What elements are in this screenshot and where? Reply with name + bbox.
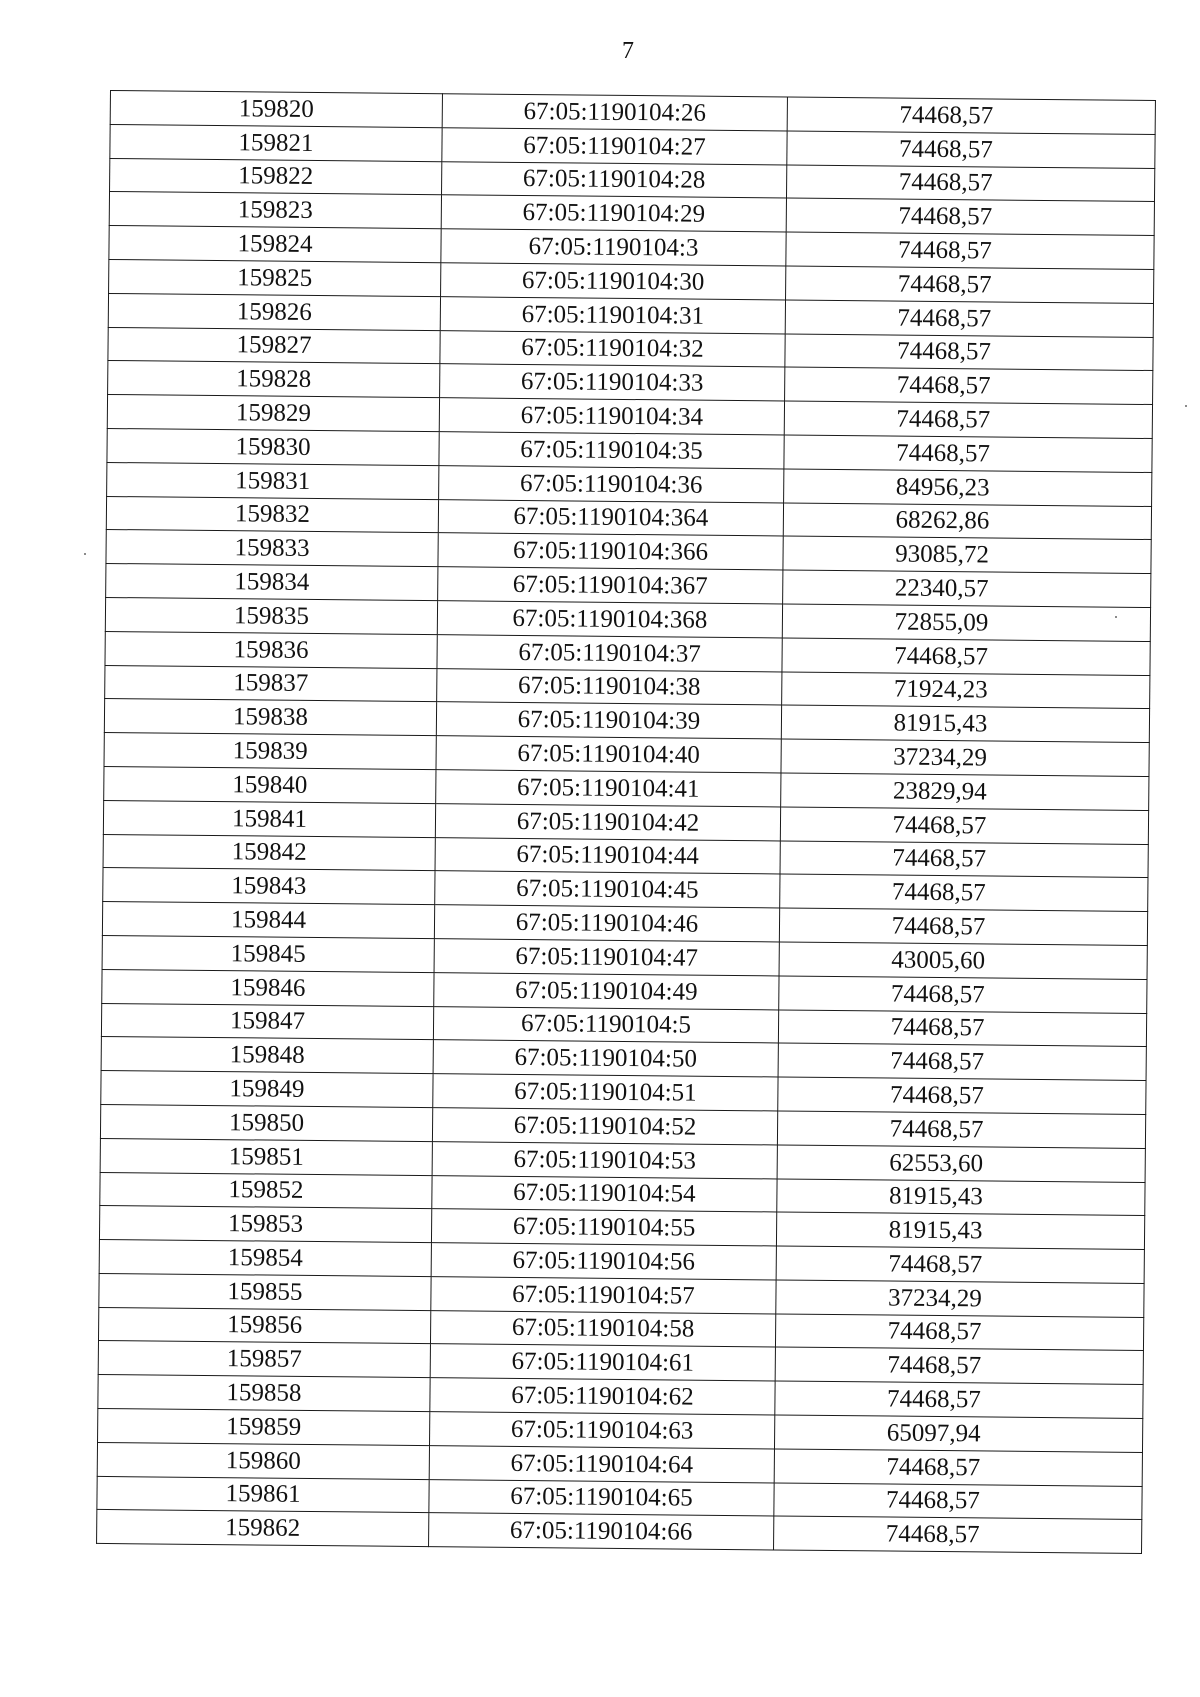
row-number-cell: 159860 [97, 1442, 429, 1479]
cadastral-number-cell: 67:05:1190104:49 [434, 972, 779, 1009]
value-cell: 74468,57 [778, 1009, 1146, 1046]
cadastral-number-cell: 67:05:1190104:26 [442, 94, 787, 131]
cadastral-number-cell: 67:05:1190104:364 [438, 499, 783, 536]
row-number-cell: 159846 [102, 969, 434, 1006]
value-cell: 74468,57 [786, 232, 1154, 269]
cadastral-number-cell: 67:05:1190104:46 [434, 905, 779, 942]
cadastral-number-cell: 67:05:1190104:40 [436, 736, 781, 773]
value-cell: 74468,57 [785, 367, 1153, 404]
row-number-cell: 159852 [100, 1172, 432, 1209]
value-cell: 71924,23 [782, 672, 1150, 709]
value-cell: 74468,57 [775, 1314, 1143, 1351]
cadastral-number-cell: 67:05:1190104:63 [430, 1412, 775, 1449]
cadastral-number-cell: 67:05:1190104:32 [440, 330, 785, 367]
row-number-cell: 159830 [107, 428, 439, 465]
value-cell: 74468,57 [784, 401, 1152, 438]
value-cell: 93085,72 [783, 536, 1151, 573]
value-cell: 74468,57 [786, 266, 1154, 303]
cadastral-number-cell: 67:05:1190104:61 [430, 1344, 775, 1381]
row-number-cell: 159834 [106, 564, 438, 601]
value-cell: 74468,57 [787, 97, 1155, 134]
value-cell: 74468,57 [776, 1246, 1144, 1283]
value-cell: 43005,60 [779, 942, 1147, 979]
value-cell: 74468,57 [779, 976, 1147, 1013]
cadastral-number-cell: 67:05:1190104:57 [431, 1277, 776, 1314]
value-cell: 74468,57 [779, 908, 1147, 945]
cadastral-number-cell: 67:05:1190104:3 [441, 229, 786, 266]
cadastral-number-cell: 67:05:1190104:31 [440, 296, 785, 333]
cadastral-number-cell: 67:05:1190104:30 [441, 263, 786, 300]
cadastral-number-cell: 67:05:1190104:42 [435, 803, 780, 840]
cadastral-number-cell: 67:05:1190104:64 [429, 1446, 774, 1483]
value-cell: 72855,09 [782, 604, 1150, 641]
row-number-cell: 159844 [102, 902, 434, 939]
value-cell: 74468,57 [774, 1483, 1142, 1520]
cadastral-number-cell: 67:05:1190104:34 [439, 398, 784, 435]
row-number-cell: 159843 [103, 868, 435, 905]
row-number-cell: 159826 [108, 293, 440, 330]
row-number-cell: 159840 [104, 766, 436, 803]
row-number-cell: 159842 [103, 834, 435, 871]
row-number-cell: 159837 [105, 665, 437, 702]
value-cell: 65097,94 [774, 1415, 1142, 1452]
cadastral-number-cell: 67:05:1190104:56 [431, 1243, 776, 1280]
cadastral-number-cell: 67:05:1190104:50 [433, 1040, 778, 1077]
value-cell: 81915,43 [776, 1212, 1144, 1249]
value-cell: 62553,60 [777, 1145, 1145, 1182]
row-number-cell: 159827 [108, 327, 440, 364]
value-cell: 74468,57 [777, 1111, 1145, 1148]
value-cell: 74468,57 [782, 638, 1150, 675]
row-number-cell: 159839 [104, 733, 436, 770]
cadastral-number-cell: 67:05:1190104:45 [435, 871, 780, 908]
row-number-cell: 159829 [107, 395, 439, 432]
row-number-cell: 159848 [101, 1037, 433, 1074]
page-number: 7 [622, 38, 634, 64]
cadastral-number-cell: 67:05:1190104:54 [432, 1175, 777, 1212]
row-number-cell: 159862 [97, 1510, 429, 1547]
row-number-cell: 159861 [97, 1476, 429, 1513]
row-number-cell: 159857 [98, 1341, 430, 1378]
cadastral-number-cell: 67:05:1190104:39 [436, 702, 781, 739]
cadastral-number-cell: 67:05:1190104:62 [430, 1378, 775, 1415]
scan-speck [84, 553, 86, 555]
value-cell: 68262,86 [783, 503, 1151, 540]
cadastral-number-cell: 67:05:1190104:66 [429, 1513, 774, 1550]
cadastral-number-cell: 67:05:1190104:367 [438, 567, 783, 604]
row-number-cell: 159855 [99, 1273, 431, 1310]
row-number-cell: 159859 [98, 1409, 430, 1446]
value-cell: 74468,57 [786, 198, 1154, 235]
cadastral-number-cell: 67:05:1190104:35 [439, 432, 784, 469]
value-cell: 37234,29 [776, 1280, 1144, 1317]
row-number-cell: 159821 [110, 124, 442, 161]
cadastral-number-cell: 67:05:1190104:29 [441, 195, 786, 232]
cadastral-number-cell: 67:05:1190104:55 [431, 1209, 776, 1246]
data-table [96, 90, 1156, 1554]
cadastral-number-cell: 67:05:1190104:44 [435, 837, 780, 874]
cadastral-number-cell: 67:05:1190104:27 [442, 127, 787, 164]
cadastral-number-cell: 67:05:1190104:51 [433, 1074, 778, 1111]
value-cell: 74468,57 [778, 1077, 1146, 1114]
row-number-cell: 159824 [109, 226, 441, 263]
value-cell: 74468,57 [780, 841, 1148, 878]
cadastral-number-cell: 67:05:1190104:33 [440, 364, 785, 401]
row-number-cell: 159820 [110, 91, 442, 128]
scan-speck [1115, 616, 1117, 618]
row-number-cell: 159841 [103, 800, 435, 837]
row-number-cell: 159822 [110, 158, 442, 195]
row-number-cell: 159851 [100, 1138, 432, 1175]
row-number-cell: 159831 [107, 462, 439, 499]
cadastral-number-cell: 67:05:1190104:366 [438, 533, 783, 570]
value-cell: 23829,94 [781, 773, 1149, 810]
cadastral-number-cell: 67:05:1190104:47 [434, 939, 779, 976]
row-number-cell: 159835 [105, 597, 437, 634]
value-cell: 74468,57 [775, 1381, 1143, 1418]
cadastral-number-cell: 67:05:1190104:58 [430, 1310, 775, 1347]
cadastral-number-cell: 67:05:1190104:37 [437, 634, 782, 671]
row-number-cell: 159825 [109, 259, 441, 296]
row-number-cell: 159850 [100, 1104, 432, 1141]
scan-speck [1185, 405, 1187, 407]
value-cell: 74468,57 [784, 435, 1152, 472]
value-cell: 22340,57 [783, 570, 1151, 607]
row-number-cell: 159845 [102, 935, 434, 972]
row-number-cell: 159849 [101, 1071, 433, 1108]
row-number-cell: 159856 [98, 1307, 430, 1344]
value-cell: 74468,57 [775, 1347, 1143, 1384]
cadastral-number-cell: 67:05:1190104:52 [432, 1108, 777, 1145]
value-cell: 74468,57 [778, 1043, 1146, 1080]
value-cell: 84956,23 [784, 469, 1152, 506]
cadastral-number-cell: 67:05:1190104:53 [432, 1141, 777, 1178]
value-cell: 37234,29 [781, 739, 1149, 776]
value-cell: 74468,57 [785, 300, 1153, 337]
value-cell: 74468,57 [780, 874, 1148, 911]
value-cell: 74468,57 [780, 807, 1148, 844]
cadastral-number-cell: 67:05:1190104:36 [439, 465, 784, 502]
cadastral-number-cell: 67:05:1190104:38 [437, 668, 782, 705]
row-number-cell: 159853 [99, 1206, 431, 1243]
cadastral-number-cell: 67:05:1190104:5 [433, 1006, 778, 1043]
row-number-cell: 159838 [104, 699, 436, 736]
value-cell: 74468,57 [786, 165, 1154, 202]
cadastral-number-cell: 67:05:1190104:65 [429, 1479, 774, 1516]
cadastral-number-cell: 67:05:1190104:28 [442, 161, 787, 198]
table-body [97, 91, 1156, 1554]
value-cell: 74468,57 [785, 334, 1153, 371]
value-cell: 74468,57 [787, 131, 1155, 168]
row-number-cell: 159832 [106, 496, 438, 533]
value-cell: 81915,43 [781, 705, 1149, 742]
row-number-cell: 159847 [101, 1003, 433, 1040]
row-number-cell: 159858 [98, 1375, 430, 1412]
row-number-cell: 159854 [99, 1240, 431, 1277]
value-cell: 81915,43 [777, 1178, 1145, 1215]
cadastral-number-cell: 67:05:1190104:41 [436, 770, 781, 807]
value-cell: 74468,57 [774, 1449, 1142, 1486]
row-number-cell: 159823 [109, 192, 441, 229]
value-cell: 74468,57 [774, 1516, 1142, 1553]
row-number-cell: 159836 [105, 631, 437, 668]
row-number-cell: 159833 [106, 530, 438, 567]
row-number-cell: 159828 [108, 361, 440, 398]
cadastral-number-cell: 67:05:1190104:368 [437, 601, 782, 638]
